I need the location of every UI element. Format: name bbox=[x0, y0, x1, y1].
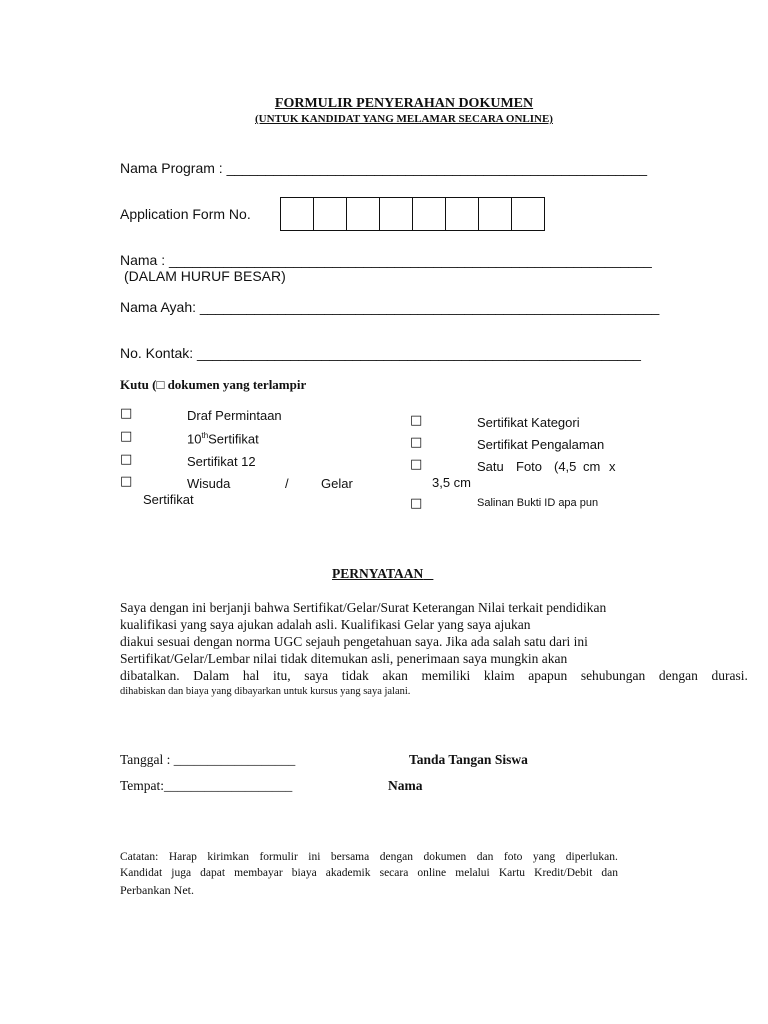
checklist-item-foto-6: 3,5 cm bbox=[432, 475, 472, 490]
application-form-label: Application Form No. bbox=[120, 206, 251, 222]
checkbox-icon[interactable]: □ bbox=[120, 429, 133, 444]
digit-box[interactable] bbox=[379, 197, 413, 231]
checklist-item-foto-4: cm bbox=[583, 459, 601, 474]
nama-signature-label: Nama bbox=[388, 778, 423, 793]
statement-heading: PERNYATAAN bbox=[332, 566, 424, 581]
digit-box[interactable] bbox=[478, 197, 512, 231]
checklist-item-wisuda-sertifikat: Sertifikat bbox=[143, 492, 194, 507]
digit-box[interactable] bbox=[313, 197, 347, 231]
checkbox-icon[interactable]: □ bbox=[120, 406, 133, 421]
nama-hint: (DALAM HURUF BESAR) bbox=[124, 268, 286, 284]
digit-box[interactable] bbox=[445, 197, 479, 231]
checklist-item-sertifikat-kategori: Sertifikat Kategori bbox=[477, 415, 580, 430]
checklist-item-foto-3: (4,5 bbox=[554, 459, 577, 474]
statement-line-3: diakui sesuai dengan norma UGC sejauh pengetahuan saya. Jika ada salah satu dari ini bbox=[120, 634, 588, 649]
application-form-number-boxes[interactable] bbox=[280, 197, 545, 231]
checkbox-icon[interactable]: □ bbox=[410, 457, 423, 472]
tanggal-field[interactable]: Tanggal : __________________ bbox=[120, 752, 296, 767]
statement-line-5: dibatalkan. Dalam hal itu, saya tidak akan memiliki klaim apapun sehubungan dengan durasi. bbox=[120, 668, 748, 683]
checklist-item-10th-sertifikat: 10thSertifikat bbox=[187, 431, 259, 447]
statement-line-2: kualifikasi yang saya ajukan adalah asli. Kualifikasi Gelar yang saya ajukan bbox=[120, 617, 531, 632]
note-line-3: Perbankan Net. bbox=[120, 883, 194, 897]
digit-box[interactable] bbox=[280, 197, 314, 231]
checklist-item-wisuda-gelar: Gelar bbox=[321, 476, 353, 491]
nama-program-field[interactable]: Nama Program : ______________________________________________________ bbox=[120, 160, 648, 176]
checkbox-icon[interactable]: □ bbox=[410, 496, 423, 511]
form-subtitle: (UNTUK KANDIDAT YANG MELAMAR SECARA ONLINE) bbox=[255, 113, 553, 125]
digit-box[interactable] bbox=[346, 197, 380, 231]
checkbox-icon[interactable]: □ bbox=[410, 435, 423, 450]
checklist-item-wisuda-word: Wisuda bbox=[187, 476, 231, 491]
checkbox-icon[interactable]: □ bbox=[120, 474, 133, 489]
checklist-item-sertifikat-12: Sertifikat 12 bbox=[187, 454, 256, 469]
signature-label: Tanda Tangan Siswa bbox=[409, 752, 528, 767]
note-line-2: Kandidat juga dapat membayar biaya akademik secara online melalui Kartu Kredit/Debit dan bbox=[120, 867, 618, 879]
checkbox-icon[interactable]: □ bbox=[410, 413, 423, 428]
checklist-item-foto-5: x bbox=[609, 459, 616, 474]
checkbox-icon[interactable]: □ bbox=[120, 452, 133, 467]
no-kontak-field[interactable]: No. Kontak: _________________________________________________________ bbox=[120, 345, 641, 361]
checklist-item-draf-permintaan: Draf Permintaan bbox=[187, 408, 282, 423]
digit-box[interactable] bbox=[412, 197, 446, 231]
digit-box[interactable] bbox=[511, 197, 545, 231]
form-title: FORMULIR PENYERAHAN DOKUMEN bbox=[274, 96, 534, 111]
checklist-item-foto-1: Satu bbox=[477, 459, 504, 474]
note-line-1: Catatan: Harap kirimkan formulir ini bersama dengan dokumen dan foto yang diperlukan. bbox=[120, 851, 618, 863]
nama-ayah-field[interactable]: Nama Ayah: ___________________________________________________________ bbox=[120, 299, 660, 315]
statement-line-4: Sertifikat/Gelar/Lembar nilai tidak ditemukan asli, penerimaan saya mungkin akan bbox=[120, 651, 568, 666]
statement-line-6: dihabiskan dan biaya yang dibayarkan untuk kursus yang saya jalani. bbox=[120, 686, 411, 697]
checklist-item-wisuda-slash: / bbox=[285, 476, 289, 491]
checklist-heading: Kutu (□ dokumen yang terlampir bbox=[120, 377, 307, 392]
checklist-item-sertifikat-pengalaman: Sertifikat Pengalaman bbox=[477, 437, 605, 452]
tempat-field[interactable]: Tempat:___________________ bbox=[120, 778, 293, 793]
checklist-item-bukti-id: Salinan Bukti ID apa pun bbox=[477, 497, 599, 509]
statement-line-1: Saya dengan ini berjanji bahwa Sertifikat/Gelar/Surat Keterangan Nilai terkait pendidikan bbox=[120, 600, 607, 615]
nama-field[interactable]: Nama : ______________________________________________________________ bbox=[120, 252, 652, 268]
checklist-item-foto-2: Foto bbox=[516, 459, 543, 474]
